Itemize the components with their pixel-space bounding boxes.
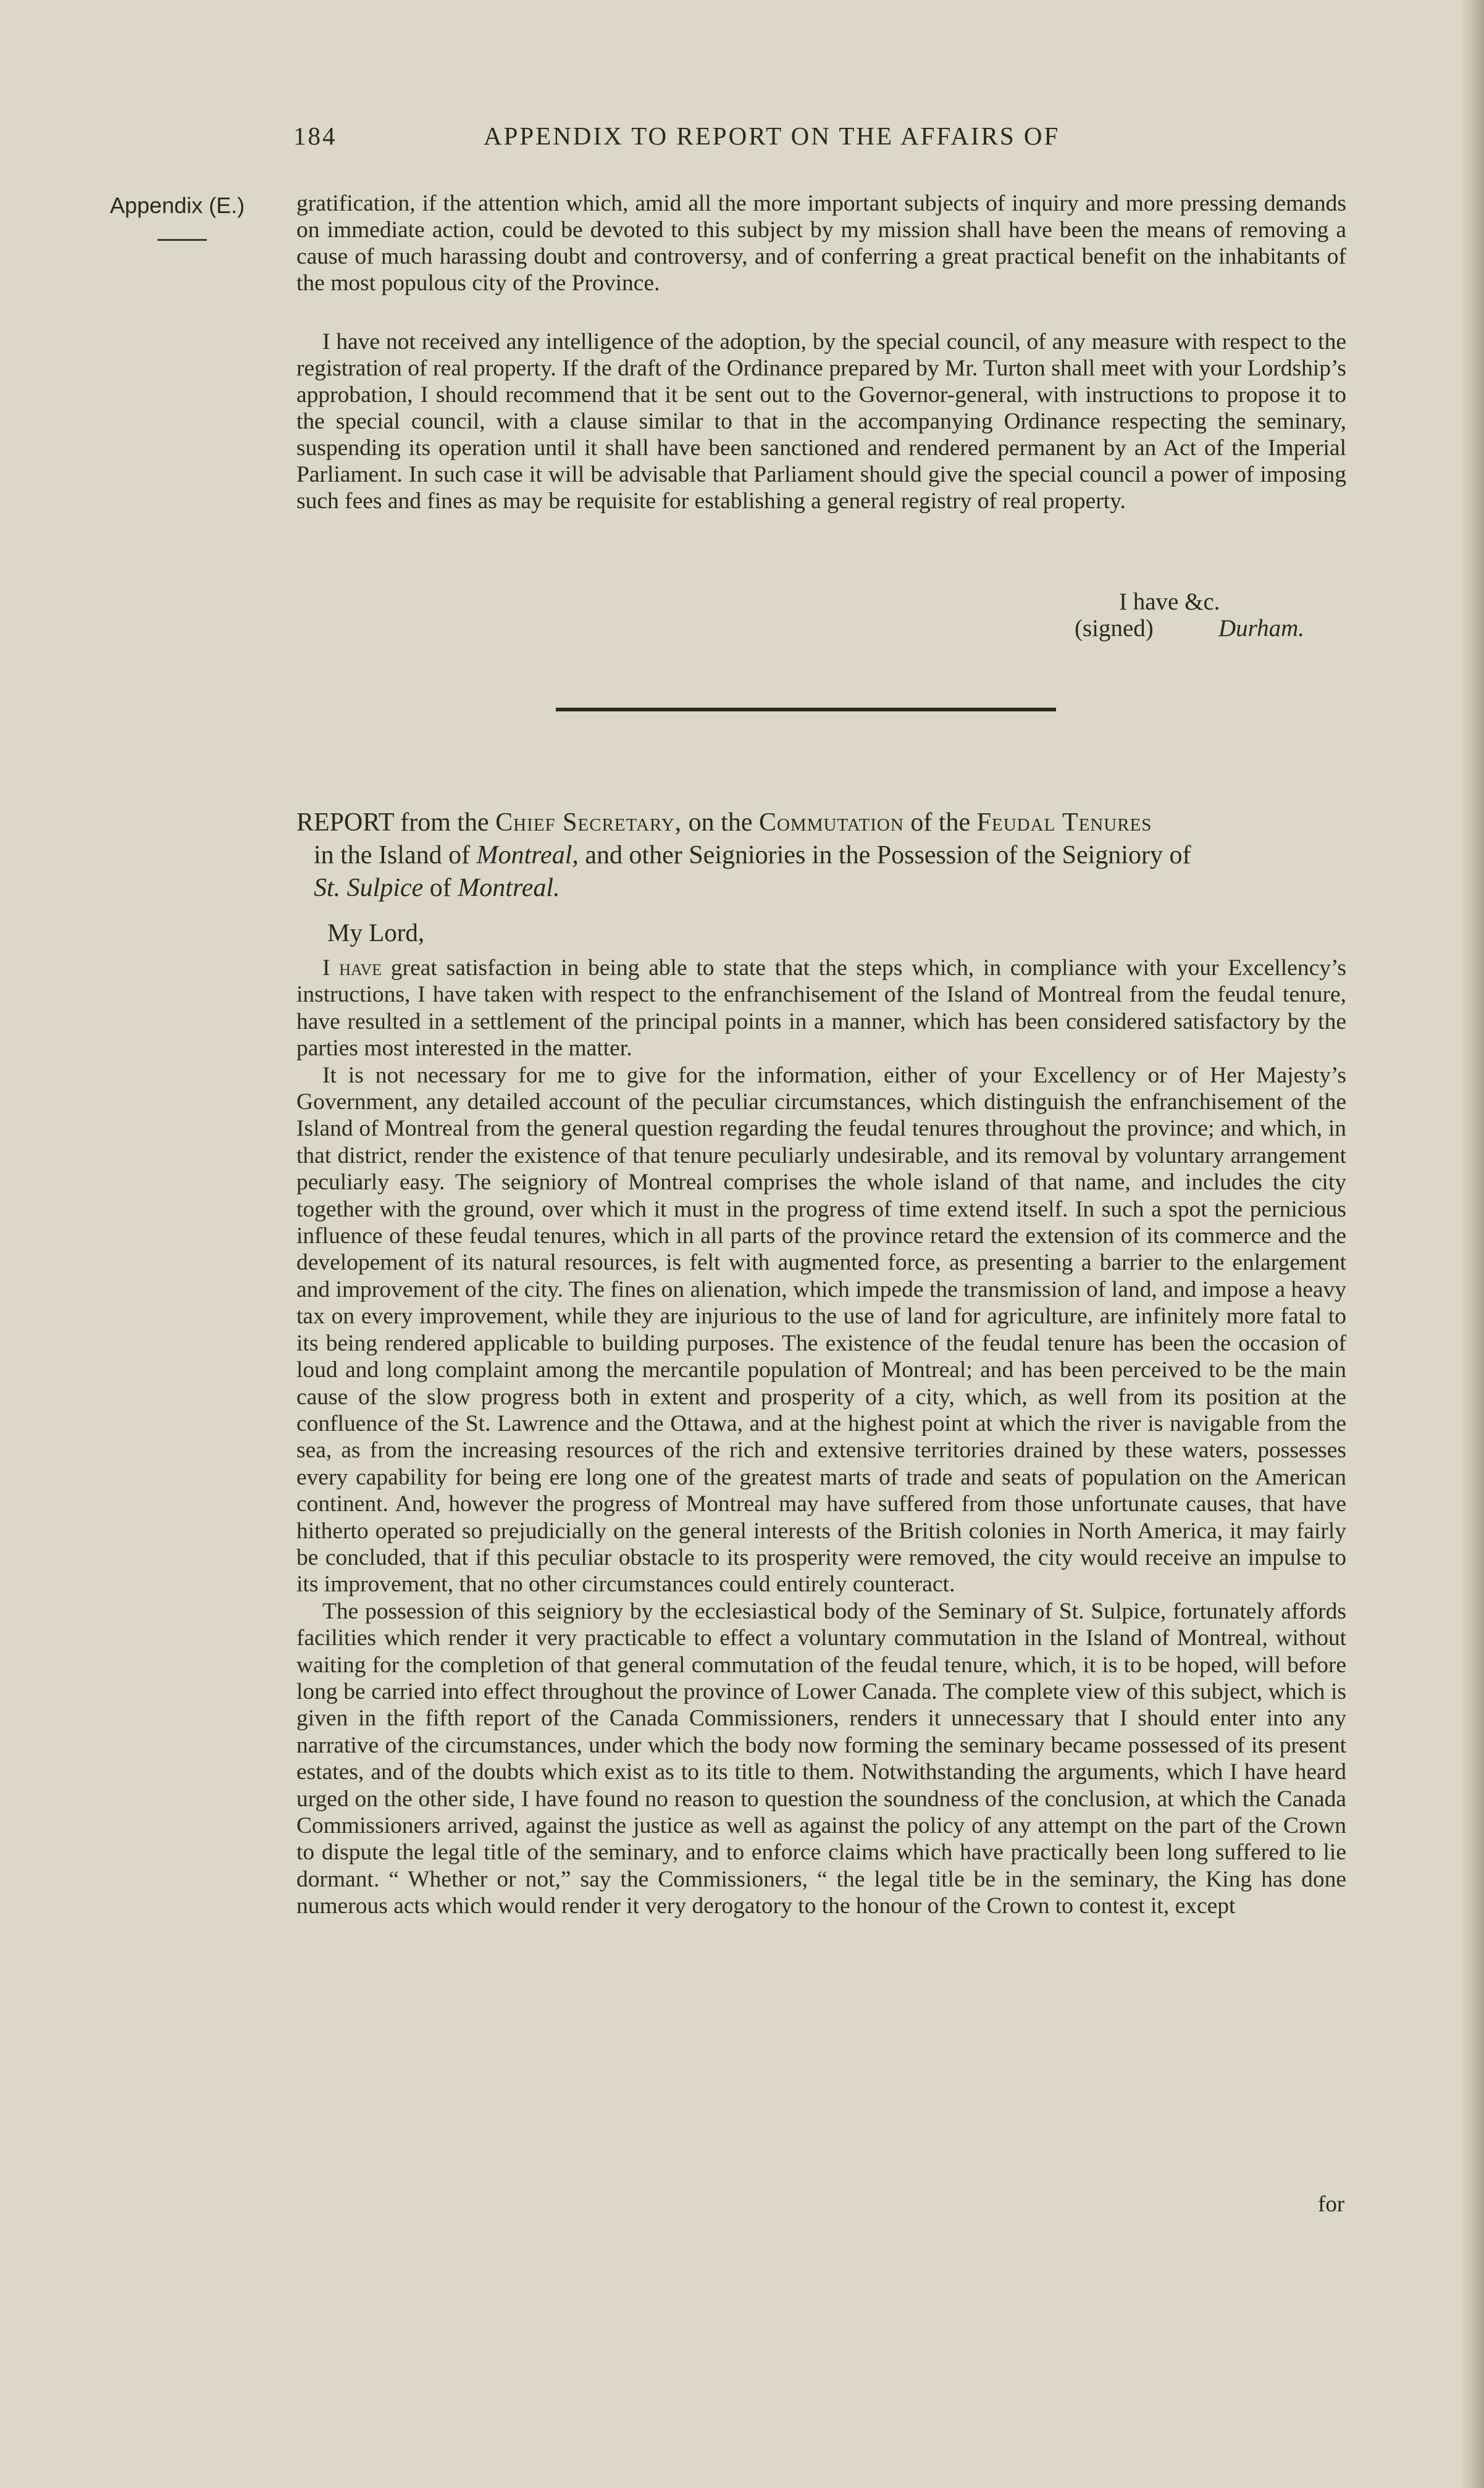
report-heading <box>296 806 1352 905</box>
heading-montreal-2: Montreal. <box>458 874 560 902</box>
heading-part: and other Seigniories in the Possession of the Seigniory of <box>585 841 1191 869</box>
header-title: APPENDIX TO REPORT ON THE AFFAIRS OF <box>484 122 1060 150</box>
report-body <box>296 955 1346 1920</box>
heading-part: of <box>429 874 451 902</box>
letter-paragraph-2: I have not received any intelligence of the adoption, by the special council, of any measure with respect to the registration of real property. If the draft of the Ordinance prepared by Mr. Turton shall meet with your Lordship’s approbation, I should recommend that it be sent out to the Governor-general, with instructions to propose it to the special council, with a clause similar to that in the accompanying Ordinance respecting the seminary, suspending its operation until it shall have been sanctioned and rendered permanent by an Act of the Imperial Parliament. In such case it will be advisable that Parliament should give the special council a power of imposing such fees and fines as may be requisite for establishing a general registry of real property. <box>296 329 1346 514</box>
heading-st-sulpice: St. Sulpice <box>314 874 424 902</box>
lead-words: I have <box>322 955 382 981</box>
heading-part: on the <box>688 808 753 837</box>
heading-commutation: Commutation <box>758 808 904 837</box>
heading-part: in the Island of <box>314 841 471 869</box>
heading-chief-secretary: Chief Secretary, <box>495 808 682 837</box>
catchword: for <box>1318 2192 1345 2217</box>
report-paragraph-1 <box>296 955 1346 1062</box>
report-paragraph-1-text: great satisfaction in being able to state that the steps which, in compliance with your Excellency’s instructions, I have taken with respect to the enfranchisement of the Island of Montreal from the feudal tenure, have resulted in a settlement of the principal points in a manner, which has been considered satisfactory by the parties most interested in the matter. <box>296 955 1346 1062</box>
signed-label: (signed) <box>1075 615 1154 642</box>
margin-rule <box>157 239 207 241</box>
report-paragraph-2: It is not necessary for me to give for the information, either of your Excellency or of Her Majesty’s Government, any detailed account of the peculiar circumstances, which distinguish the enfranchisement of the Island of Montreal from the general question regarding the feudal tenures throughout the province; and which, in that district, render the existence of that tenure peculiarly undesirable, and its removal by voluntary arrangement peculiarly easy. The seigniory of Montreal comprises the whole island of that name, and includes the city together with the ground, over which it must in the progress of time extend itself. In such a spot the pernicious influence of these feudal tenures, which in all parts of the province retard the extension of its commerce and the developement of its natural resources, is felt with augmented force, as presenting a barrier to the enlargement and improvement of the city. The fines on alienation, which impede the transmission of land, and impose a heavy tax on every improvement, while they are injurious to the use of land for agriculture, are infinitely more fatal to its being rendered applicable to building purposes. The existence of the feudal tenure has been the occasion of loud and long complaint among the mercantile population of Montreal; and has been perceived to be the main cause of the slow progress both in extent and prosperity of a city, which, as well from its position at the confluence of the St. Lawrence and the Ottawa, and at the highest point at which the river is navigable from the sea, as from the increasing resources of the rich and extensive territories drained by these waters, possesses every capability for being ere long one of the greatest marts of trade and seats of population on the American continent. And, however the progress of Montreal may have suffered from those unfortunate causes, that have hitherto operated so prejudicially on the general interests of the British colonies in North America, it may fairly be concluded, that if this peculiar obstacle to its prosperity were removed, the city would receive an impulse to its improvement, that no other circumstances could entirely counteract. <box>296 1062 1346 1598</box>
heading-feudal-tenures: Feudal Tenures <box>976 808 1152 837</box>
closing-line: I have &c. <box>1119 588 1220 615</box>
heading-montreal: Montreal, <box>476 841 579 869</box>
section-divider <box>556 708 1056 711</box>
margin-note: Appendix (E.) <box>110 193 245 218</box>
report-paragraph-3: The possession of this seigniory by the ecclesiastical body of the Seminary of St. Sulpice, fortunately affords facilities which render it very practicable to effect a voluntary commutation in the Island of Montreal, without waiting for the completion of that general commutation of the feudal tenure, which, it is to be hoped, will before long be carried into effect throughout the province of Lower Canada. The complete view of this subject, which is given in the fifth report of the Canada Commissioners, renders it unnecessary that I should enter into any narrative of the circumstances, under which the body now forming the seminary became possessed of its present estates, and of the doubts which exist as to its title to them. Notwithstanding the arguments, which I have heard urged on the other side, I have found no reason to question the soundness of the conclusion, at which the Canada Commissioners arrived, against the justice as well as against the policy of any attempt on the part of the Crown to dispute the legal title of the seminary, and to enforce claims which have practically been long suffered to lie dormant. “ Whether or not,” say the Commissioners, “ the legal title be in the seminary, the King has done numerous acts which would render it very derogatory to the honour of the Crown to contest it, except <box>296 1598 1346 1919</box>
letter-paragraph-1: gratification, if the attention which, amid all the more important subjects of inquiry and more pressing demands on immediate action, could be devoted to this subject by my mission shall have been the means of removing a cause of much harassing doubt and controversy, and of conferring a great practical benefit on the inhabitants of the most populous city of the Province. <box>296 191 1346 296</box>
heading-part: REPORT from the <box>296 808 489 837</box>
signature: Durham. <box>1218 615 1305 642</box>
page-number: 184 <box>293 122 337 150</box>
salutation: My Lord, <box>327 918 425 947</box>
page-edge-shadow <box>1463 0 1484 2488</box>
heading-part: of the <box>910 808 971 837</box>
